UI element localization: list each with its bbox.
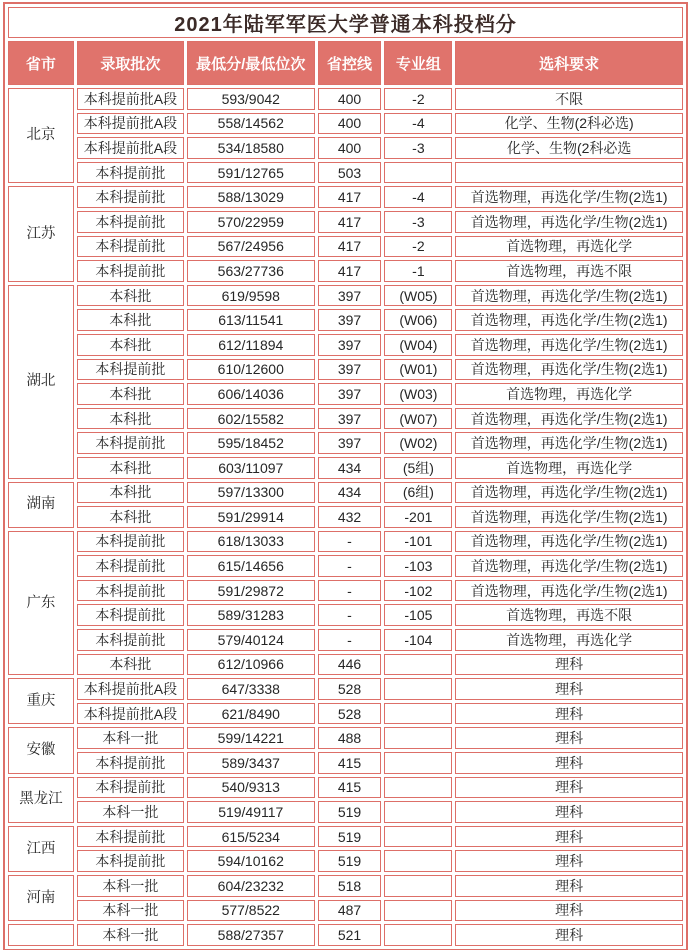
control-line-cell: 417 (318, 186, 382, 208)
subject-requirement-cell: 首选物理，再选化学/生物(2选1) (455, 580, 683, 602)
score-rank-cell: 647/3338 (187, 678, 315, 700)
subject-requirement-cell: 首选物理，再选化学 (455, 457, 683, 479)
control-line-cell: - (318, 629, 382, 651)
batch-cell: 本科提前批 (77, 777, 184, 799)
score-rank-cell: 589/31283 (187, 604, 315, 626)
province-cell: 河南 (8, 875, 74, 921)
batch-cell: 本科一批 (77, 875, 184, 897)
subject-requirement-cell: 首选物理，再选化学/生物(2选1) (455, 359, 683, 381)
control-line-cell: 487 (318, 900, 382, 922)
table-row (8, 654, 683, 676)
title-row (8, 7, 683, 38)
score-rank-cell: 534/18580 (187, 137, 315, 159)
table-row (8, 777, 683, 799)
control-line-cell: - (318, 580, 382, 602)
score-rank-cell: 588/13029 (187, 186, 315, 208)
score-rank-cell: 606/14036 (187, 383, 315, 405)
control-line-cell: 503 (318, 162, 382, 184)
subject-requirement-cell: 化学、生物(2科必选 (455, 137, 683, 159)
batch-cell: 本科提前批A段 (77, 88, 184, 110)
batch-cell: 本科一批 (77, 727, 184, 749)
table-row (8, 752, 683, 774)
control-line-cell: 417 (318, 211, 382, 233)
control-line-cell: 488 (318, 727, 382, 749)
batch-cell: 本科批 (77, 334, 184, 356)
table-row (8, 457, 683, 479)
subject-requirement-cell: 首选物理，再选化学/生物(2选1) (455, 482, 683, 504)
batch-cell: 本科批 (77, 506, 184, 528)
table-row (8, 801, 683, 823)
subject-requirement-cell: 首选物理，再选不限 (455, 604, 683, 626)
score-rank-cell: 613/11541 (187, 309, 315, 331)
major-group-cell: (W01) (384, 359, 452, 381)
major-group-cell (384, 900, 452, 922)
major-group-cell: (W03) (384, 383, 452, 405)
batch-cell: 本科批 (77, 383, 184, 405)
table-row (8, 285, 683, 307)
table-row (8, 629, 683, 651)
score-rank-cell: 563/27736 (187, 260, 315, 282)
table-row (8, 900, 683, 922)
column-header-score-rank: 最低分/最低位次 (187, 41, 315, 85)
table-row (8, 137, 683, 159)
major-group-cell: (5组) (384, 457, 452, 479)
batch-cell: 本科提前批 (77, 629, 184, 651)
table-row (8, 678, 683, 700)
major-group-cell: -101 (384, 531, 452, 553)
score-rank-cell: 603/11097 (187, 457, 315, 479)
major-group-cell (384, 826, 452, 848)
control-line-cell: - (318, 604, 382, 626)
subject-requirement-cell: 理科 (455, 727, 683, 749)
batch-cell: 本科提前批 (77, 850, 184, 872)
score-rank-cell: 540/9313 (187, 777, 315, 799)
subject-requirement-cell: 理科 (455, 777, 683, 799)
subject-requirement-cell: 首选物理，再选化学/生物(2选1) (455, 531, 683, 553)
batch-cell: 本科批 (77, 285, 184, 307)
subject-requirement-cell: 不限 (455, 88, 683, 110)
major-group-cell: -103 (384, 555, 452, 577)
major-group-cell: (W05) (384, 285, 452, 307)
control-line-cell: - (318, 531, 382, 553)
control-line-cell: 397 (318, 432, 382, 454)
major-group-cell: -201 (384, 506, 452, 528)
control-line-cell: 415 (318, 752, 382, 774)
major-group-cell (384, 727, 452, 749)
major-group-cell: -2 (384, 236, 452, 258)
score-rank-cell: 602/15582 (187, 408, 315, 430)
batch-cell: 本科提前批 (77, 260, 184, 282)
score-rank-cell: 567/24956 (187, 236, 315, 258)
table-row (8, 850, 683, 872)
control-line-cell: 417 (318, 236, 382, 258)
column-header-province: 省市 (8, 41, 74, 85)
province-cell (8, 924, 74, 946)
table-row (8, 826, 683, 848)
subject-requirement-cell: 首选物理，再选化学 (455, 236, 683, 258)
subject-requirement-cell: 首选物理，再选化学/生物(2选1) (455, 334, 683, 356)
score-rank-cell: 558/14562 (187, 113, 315, 135)
batch-cell: 本科批 (77, 457, 184, 479)
table-row (8, 555, 683, 577)
batch-cell: 本科提前批A段 (77, 113, 184, 135)
control-line-cell: 434 (318, 482, 382, 504)
major-group-cell (384, 801, 452, 823)
batch-cell: 本科提前批 (77, 236, 184, 258)
score-rank-cell: 593/9042 (187, 88, 315, 110)
batch-cell: 本科提前批 (77, 826, 184, 848)
major-group-cell (384, 703, 452, 725)
score-rank-cell: 618/13033 (187, 531, 315, 553)
table-row (8, 506, 683, 528)
score-rank-cell: 621/8490 (187, 703, 315, 725)
page-title: 2021年陆军军医大学普通本科投档分 (8, 7, 683, 38)
control-line-cell: 528 (318, 703, 382, 725)
major-group-cell (384, 924, 452, 946)
major-group-cell: (W02) (384, 432, 452, 454)
score-rank-cell: 591/29872 (187, 580, 315, 602)
batch-cell: 本科批 (77, 309, 184, 331)
control-line-cell: 434 (318, 457, 382, 479)
control-line-cell: 397 (318, 383, 382, 405)
score-rank-cell: 570/22959 (187, 211, 315, 233)
control-line-cell: 528 (318, 678, 382, 700)
subject-requirement-cell: 理科 (455, 826, 683, 848)
score-rank-cell: 615/14656 (187, 555, 315, 577)
subject-requirement-cell: 首选物理，再选化学/生物(2选1) (455, 211, 683, 233)
major-group-cell: -3 (384, 211, 452, 233)
subject-requirement-cell: 理科 (455, 703, 683, 725)
score-rank-cell: 619/9598 (187, 285, 315, 307)
major-group-cell: -2 (384, 88, 452, 110)
subject-requirement-cell: 理科 (455, 752, 683, 774)
control-line-cell: 521 (318, 924, 382, 946)
major-group-cell (384, 850, 452, 872)
major-group-cell: -102 (384, 580, 452, 602)
control-line-cell: 519 (318, 850, 382, 872)
major-group-cell (384, 678, 452, 700)
batch-cell: 本科批 (77, 408, 184, 430)
column-header-subject-requirement: 选科要求 (455, 41, 683, 85)
table-row (8, 359, 683, 381)
major-group-cell: -1 (384, 260, 452, 282)
subject-requirement-cell (455, 162, 683, 184)
table-row (8, 334, 683, 356)
batch-cell: 本科一批 (77, 900, 184, 922)
subject-requirement-cell: 首选物理，再选化学 (455, 383, 683, 405)
score-rank-cell: 595/18452 (187, 432, 315, 454)
major-group-cell: -4 (384, 113, 452, 135)
province-cell: 重庆 (8, 678, 74, 724)
major-group-cell: -104 (384, 629, 452, 651)
table-body (8, 88, 683, 946)
score-rank-cell: 612/11894 (187, 334, 315, 356)
major-group-cell: (W04) (384, 334, 452, 356)
table-row (8, 727, 683, 749)
table-row (8, 88, 683, 110)
major-group-cell (384, 875, 452, 897)
score-rank-cell: 604/23232 (187, 875, 315, 897)
control-line-cell: 519 (318, 826, 382, 848)
score-rank-cell: 579/40124 (187, 629, 315, 651)
province-cell: 广东 (8, 531, 74, 676)
subject-requirement-cell: 理科 (455, 924, 683, 946)
major-group-cell: (6组) (384, 482, 452, 504)
major-group-cell (384, 777, 452, 799)
province-cell: 黑龙江 (8, 777, 74, 823)
batch-cell: 本科提前批 (77, 604, 184, 626)
subject-requirement-cell: 首选物理，再选化学/生物(2选1) (455, 555, 683, 577)
major-group-cell (384, 752, 452, 774)
batch-cell: 本科提前批 (77, 186, 184, 208)
column-header-control-line: 省控线 (318, 41, 382, 85)
province-cell: 湖南 (8, 482, 74, 528)
batch-cell: 本科提前批 (77, 359, 184, 381)
control-line-cell: 400 (318, 113, 382, 135)
subject-requirement-cell: 首选物理，再选化学/生物(2选1) (455, 408, 683, 430)
major-group-cell: (W06) (384, 309, 452, 331)
province-cell: 湖北 (8, 285, 74, 479)
province-cell: 北京 (8, 88, 74, 183)
control-line-cell: 432 (318, 506, 382, 528)
table-row (8, 924, 683, 946)
control-line-cell: 397 (318, 309, 382, 331)
score-rank-cell: 599/14221 (187, 727, 315, 749)
score-rank-cell: 615/5234 (187, 826, 315, 848)
batch-cell: 本科一批 (77, 801, 184, 823)
batch-cell: 本科一批 (77, 924, 184, 946)
score-rank-cell: 610/12600 (187, 359, 315, 381)
table-row (8, 482, 683, 504)
score-rank-cell: 591/29914 (187, 506, 315, 528)
batch-cell: 本科提前批 (77, 752, 184, 774)
column-header-batch: 录取批次 (77, 41, 184, 85)
control-line-cell: 518 (318, 875, 382, 897)
batch-cell: 本科提前批A段 (77, 678, 184, 700)
batch-cell: 本科提前批 (77, 162, 184, 184)
score-rank-cell: 589/3437 (187, 752, 315, 774)
control-line-cell: 400 (318, 137, 382, 159)
table-row (8, 186, 683, 208)
subject-requirement-cell: 首选物理，再选化学 (455, 629, 683, 651)
control-line-cell: - (318, 555, 382, 577)
batch-cell: 本科提前批A段 (77, 703, 184, 725)
score-rank-cell: 591/12765 (187, 162, 315, 184)
major-group-cell (384, 654, 452, 676)
table-row (8, 113, 683, 135)
score-rank-cell: 594/10162 (187, 850, 315, 872)
table-row (8, 408, 683, 430)
table-row (8, 531, 683, 553)
subject-requirement-cell: 理科 (455, 654, 683, 676)
subject-requirement-cell: 理科 (455, 678, 683, 700)
batch-cell: 本科提前批 (77, 211, 184, 233)
column-header-major-group: 专业组 (384, 41, 452, 85)
control-line-cell: 519 (318, 801, 382, 823)
major-group-cell: -105 (384, 604, 452, 626)
score-rank-cell: 577/8522 (187, 900, 315, 922)
table-row (8, 432, 683, 454)
control-line-cell: 397 (318, 334, 382, 356)
subject-requirement-cell: 首选物理，再选化学/生物(2选1) (455, 285, 683, 307)
column-header-row (8, 41, 683, 85)
table-row (8, 260, 683, 282)
major-group-cell (384, 162, 452, 184)
province-cell: 江苏 (8, 186, 74, 281)
batch-cell: 本科批 (77, 482, 184, 504)
subject-requirement-cell: 化学、生物(2科必选) (455, 113, 683, 135)
batch-cell: 本科提前批 (77, 531, 184, 553)
subject-requirement-cell: 首选物理，再选化学/生物(2选1) (455, 506, 683, 528)
major-group-cell: (W07) (384, 408, 452, 430)
score-rank-cell: 588/27357 (187, 924, 315, 946)
control-line-cell: 417 (318, 260, 382, 282)
control-line-cell: 397 (318, 408, 382, 430)
table-row (8, 580, 683, 602)
subject-requirement-cell: 理科 (455, 875, 683, 897)
control-line-cell: 415 (318, 777, 382, 799)
table-row (8, 162, 683, 184)
score-rank-cell: 612/10966 (187, 654, 315, 676)
subject-requirement-cell: 理科 (455, 900, 683, 922)
control-line-cell: 397 (318, 359, 382, 381)
subject-requirement-cell: 首选物理，再选化学/生物(2选1) (455, 309, 683, 331)
control-line-cell: 400 (318, 88, 382, 110)
score-rank-cell: 597/13300 (187, 482, 315, 504)
table-row (8, 703, 683, 725)
table-row (8, 604, 683, 626)
subject-requirement-cell: 理科 (455, 850, 683, 872)
subject-requirement-cell: 首选物理，再选化学/生物(2选1) (455, 186, 683, 208)
batch-cell: 本科提前批 (77, 580, 184, 602)
table-row (8, 383, 683, 405)
batch-cell: 本科提前批 (77, 432, 184, 454)
subject-requirement-cell: 首选物理，再选不限 (455, 260, 683, 282)
batch-cell: 本科批 (77, 654, 184, 676)
batch-cell: 本科提前批A段 (77, 137, 184, 159)
table-row (8, 211, 683, 233)
score-rank-cell: 519/49117 (187, 801, 315, 823)
batch-cell: 本科提前批 (77, 555, 184, 577)
admission-scores-table (3, 2, 688, 950)
subject-requirement-cell: 首选物理，再选化学/生物(2选1) (455, 432, 683, 454)
control-line-cell: 397 (318, 285, 382, 307)
subject-requirement-cell: 理科 (455, 801, 683, 823)
table-row (8, 875, 683, 897)
major-group-cell: -4 (384, 186, 452, 208)
table-row (8, 236, 683, 258)
province-cell: 安徽 (8, 727, 74, 773)
table-row (8, 309, 683, 331)
province-cell: 江西 (8, 826, 74, 872)
control-line-cell: 446 (318, 654, 382, 676)
major-group-cell: -3 (384, 137, 452, 159)
